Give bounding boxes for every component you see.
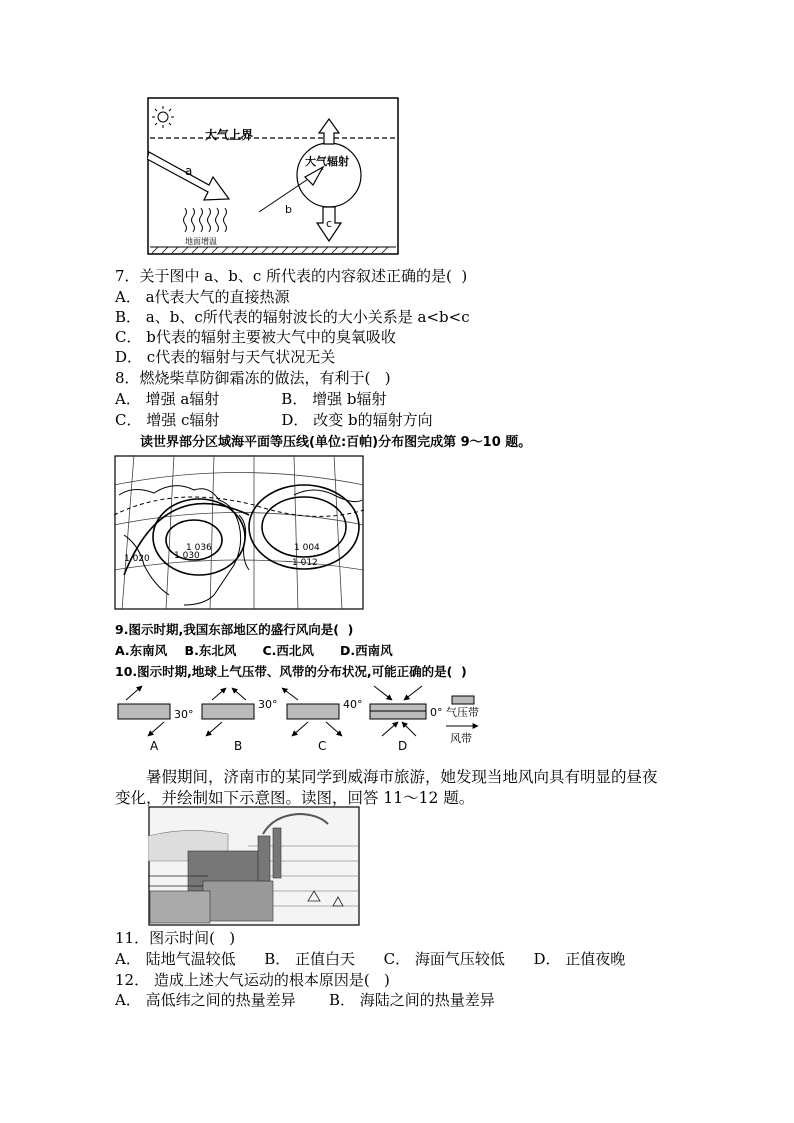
deg-b: 30° (258, 698, 278, 711)
legend-wind-label: 风带 (450, 732, 472, 745)
q12-options-ab: A． 高低纬之间的热量差异 B． 海陆之间的热量差异 (115, 991, 495, 1009)
q11-options: A． 陆地气温较低 B． 正值白天 C． 海面气压较低 D． 正值夜晚 (115, 950, 626, 968)
option-a-label: A (150, 739, 159, 753)
deg-d: 0° (430, 706, 443, 719)
atmosphere-circle (297, 143, 361, 207)
label-b: b (285, 203, 292, 216)
atmospheric-radiation-label: 大气辐射 (305, 155, 349, 168)
legend-belt-swatch (452, 696, 474, 704)
q9-stem: 9.图示时期,我国东部地区的盛行风向是( ) (115, 622, 354, 637)
pressure-belt-figure (112, 684, 512, 756)
isobar-label-1012: 1 012 (292, 558, 318, 568)
deg-a: 30° (174, 708, 194, 721)
q9-options: A.东南风 B.东北风 C.西北风 D.西南风 (115, 643, 393, 658)
q8-stem: 8．燃烧柴草防御霜冻的做法，有利于( ) (115, 369, 391, 387)
q7-option-a: A． a代表大气的直接热源 (115, 288, 290, 306)
label-a: a (185, 164, 193, 178)
isobar-map-figure (114, 455, 364, 610)
upper-atmosphere-label: 大气上界 (205, 128, 254, 142)
q8-options-ab: A． 增强 a辐射 B． 增强 b辐射 (115, 390, 387, 408)
intro-9-10: 读世界部分区域海平面等压线(单位:百帕)分布图完成第 9～10 题。 (140, 435, 532, 450)
ground-warming-label: 地面增温 (185, 237, 217, 246)
label-c: c (326, 217, 333, 230)
isobar-label-1004: 1 004 (294, 543, 320, 553)
q7-option-b: B． a、b、c所代表的辐射波长的大小关系是 a<b<c (115, 308, 470, 326)
isobar-label-1036: 1 036 (186, 543, 212, 553)
legend-belt-label: 气压带 (446, 706, 479, 719)
deg-c: 40° (343, 698, 363, 711)
coastal-scene-figure (148, 806, 360, 926)
q11-stem: 11．图示时间( ) (115, 929, 236, 947)
intro-11-12-line2: 变化，并绘制如下示意图。读图，回答 11～12 题。 (115, 789, 475, 807)
q8-options-cd: C． 增强 c辐射 D． 改变 b的辐射方向 (115, 411, 433, 429)
q7-option-d: D． c代表的辐射与天气状况无关 (115, 348, 336, 366)
q12-stem: 12． 造成上述大气运动的根本原因是( ) (115, 971, 390, 989)
isobar-label-1030: 1 030 (174, 551, 200, 561)
option-b-label: B (234, 739, 243, 753)
q10-stem: 10.图示时期,地球上气压带、风带的分布状况,可能正确的是( ) (115, 664, 467, 679)
option-d-label: D (398, 739, 408, 753)
atmosphere-radiation-figure (147, 97, 399, 255)
option-c-label: C (318, 739, 327, 753)
isobar-label-1020: 1 020 (124, 554, 150, 564)
intro-11-12-line1: 暑假期间，济南市的某同学到威海市旅游，她发现当地风向具有明显的昼夜 (146, 768, 658, 786)
q7-stem: 7．关于图中 a、b、c 所代表的内容叙述正确的是( ) (115, 267, 468, 285)
q7-option-c: C． b代表的辐射主要被大气中的臭氧吸收 (115, 328, 396, 346)
